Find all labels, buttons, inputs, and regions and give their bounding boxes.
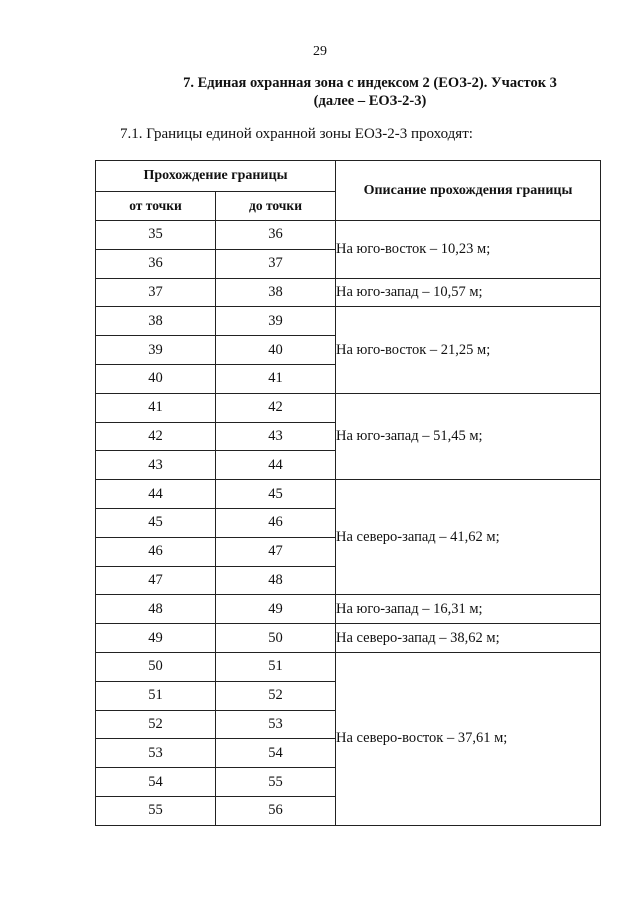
from-point-cell: 54 xyxy=(96,768,216,797)
table-row xyxy=(96,624,601,653)
from-point-cell: 48 xyxy=(96,595,216,624)
to-point-cell: 38 xyxy=(216,278,336,307)
table-row xyxy=(96,307,601,336)
description-cell: На юго-запад – 51,45 м; xyxy=(336,393,601,479)
to-point-cell: 46 xyxy=(216,508,336,537)
from-point-cell: 42 xyxy=(96,422,216,451)
boundary-table xyxy=(95,160,601,826)
to-point-cell: 41 xyxy=(216,364,336,393)
page-number: 29 xyxy=(313,44,327,59)
from-point-cell: 53 xyxy=(96,739,216,768)
to-point-cell: 53 xyxy=(216,710,336,739)
from-point-cell: 50 xyxy=(96,652,216,681)
from-point-cell: 51 xyxy=(96,681,216,710)
table-row xyxy=(96,221,601,250)
to-point-cell: 42 xyxy=(216,393,336,422)
from-point-cell: 47 xyxy=(96,566,216,595)
table-row xyxy=(96,278,601,307)
to-point-cell: 40 xyxy=(216,336,336,365)
header-boundary-passage: Прохождение границы xyxy=(96,161,336,192)
section-heading xyxy=(150,74,590,110)
from-point-cell: 39 xyxy=(96,336,216,365)
from-point-cell: 44 xyxy=(96,480,216,509)
to-point-cell: 52 xyxy=(216,681,336,710)
intro-paragraph: 7.1. Границы единой охранной зоны ЕОЗ-2-3 проходят: xyxy=(120,126,473,142)
from-point-cell: 37 xyxy=(96,278,216,307)
to-point-cell: 56 xyxy=(216,796,336,825)
description-cell: На северо-запад – 38,62 м; xyxy=(336,624,601,653)
header-to-point: до точки xyxy=(216,192,336,221)
from-point-cell: 55 xyxy=(96,796,216,825)
to-point-cell: 48 xyxy=(216,566,336,595)
from-point-cell: 52 xyxy=(96,710,216,739)
header-description: Описание прохождения границы xyxy=(336,161,601,221)
to-point-cell: 51 xyxy=(216,652,336,681)
description-cell: На северо-запад – 41,62 м; xyxy=(336,480,601,595)
header-from-point: от точки xyxy=(96,192,216,221)
section-heading-line1: 7. Единая охранная зона с индексом 2 (ЕОЗ-2). Участок 3 xyxy=(183,75,557,91)
to-point-cell: 44 xyxy=(216,451,336,480)
from-point-cell: 40 xyxy=(96,364,216,393)
from-point-cell: 38 xyxy=(96,307,216,336)
to-point-cell: 36 xyxy=(216,221,336,250)
to-point-cell: 54 xyxy=(216,739,336,768)
from-point-cell: 35 xyxy=(96,221,216,250)
from-point-cell: 49 xyxy=(96,624,216,653)
description-cell: На юго-восток – 21,25 м; xyxy=(336,307,601,393)
to-point-cell: 43 xyxy=(216,422,336,451)
from-point-cell: 43 xyxy=(96,451,216,480)
from-point-cell: 46 xyxy=(96,537,216,566)
to-point-cell: 49 xyxy=(216,595,336,624)
to-point-cell: 37 xyxy=(216,249,336,278)
to-point-cell: 45 xyxy=(216,480,336,509)
section-heading-line2: (далее – ЕОЗ-2-3) xyxy=(313,93,427,109)
table-row xyxy=(96,595,601,624)
from-point-cell: 36 xyxy=(96,249,216,278)
to-point-cell: 47 xyxy=(216,537,336,566)
description-cell: На юго-восток – 10,23 м; xyxy=(336,221,601,279)
table-body xyxy=(96,221,601,826)
description-cell: На северо-восток – 37,61 м; xyxy=(336,652,601,825)
table-row xyxy=(96,652,601,681)
from-point-cell: 45 xyxy=(96,508,216,537)
description-cell: На юго-запад – 16,31 м; xyxy=(336,595,601,624)
to-point-cell: 50 xyxy=(216,624,336,653)
table-row xyxy=(96,393,601,422)
table-row xyxy=(96,480,601,509)
from-point-cell: 41 xyxy=(96,393,216,422)
description-cell: На юго-запад – 10,57 м; xyxy=(336,278,601,307)
to-point-cell: 55 xyxy=(216,768,336,797)
to-point-cell: 39 xyxy=(216,307,336,336)
